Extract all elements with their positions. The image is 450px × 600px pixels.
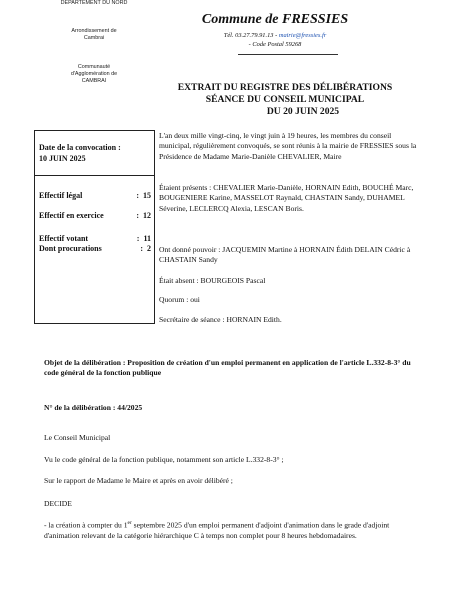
arrondissement-block [40, 28, 148, 42]
title-line: SÉANCE DU CONSEIL MUNICIPAL [205, 94, 365, 105]
conseil-heading: Le Conseil Municipal [44, 433, 111, 442]
communaute-line: d'Agglomération de [70, 71, 118, 77]
header-divider [238, 54, 338, 55]
decision-superscript: er [127, 520, 132, 526]
decision-text-start: - la création à compter du 1 [44, 520, 128, 530]
objet-deliberation: Objet de la délibération : Proposition de création d'un emploi permanent en application de l'article L.332-8-3° du code général de la fonction publique [44, 358, 411, 378]
separator: - [275, 32, 279, 39]
effectif-value: : 2 [140, 244, 151, 253]
contact-block [190, 31, 360, 49]
arrondissement-line: Cambrai [83, 35, 105, 41]
separator: - [248, 41, 253, 48]
effectif-label: Effectif en exercice [39, 211, 104, 220]
effectif-value: : 12 [136, 211, 151, 220]
effectif-value: : 15 [136, 191, 151, 200]
secretaire-line: Secrétaire de séance : HORNAIN Edith. [159, 315, 282, 324]
communaute-line: CAMBRAI [81, 78, 107, 84]
effectif-row [39, 234, 151, 245]
postal-code: Code Postal 59268 [252, 41, 302, 48]
decision-text [44, 518, 426, 541]
effectif-value: : 11 [136, 234, 151, 243]
decide-heading: DECIDE [44, 499, 72, 508]
title-line: EXTRAIT DU REGISTRE DES DÉLIBÉRATIONS [177, 82, 393, 93]
rapport-line: Sur le rapport de Madame le Maire et après en avoir délibéré ; [44, 476, 233, 485]
box-divider [35, 175, 154, 176]
convocation-date: 10 JUIN 2025 [39, 154, 86, 163]
vu-line: Vu le code général de la fonction publique, notamment son article L.332-8-3° ; [44, 455, 284, 464]
session-intro: L'an deux mille vingt-cinq, le vingt juin à 19 heures, les membres du conseil municipal, régulièrement convoqués, se sont réunis à la mairie de FRESSIES sous la Présidence de Madame Marie-Danièle CHEVALIER, Maire [159, 131, 417, 161]
telephone: Tél. 03.27.79.91.13 [223, 32, 274, 39]
absent-line: Était absent : BOURGEOIS Pascal [159, 276, 266, 285]
convocation-box [34, 130, 155, 324]
email-link[interactable]: mairie@fressies.fr [278, 32, 327, 39]
communaute-line: Communauté [77, 64, 111, 70]
numero-deliberation: N° de la délibération : 44/2025 [44, 403, 143, 412]
effectif-label: Dont procurations [39, 244, 102, 253]
arrondissement-line: Arrondissement de [71, 28, 117, 34]
departement-block [40, 0, 148, 7]
communaute-block [40, 64, 148, 85]
effectif-label: Effectif légal [39, 191, 83, 200]
contact-tel-line [190, 31, 360, 40]
title-line: DU 20 JUIN 2025 [266, 106, 340, 117]
effectif-row [39, 244, 151, 255]
presents-list: Étaient présents : CHEVALIER Marie-Danièle, HORNAIN Edith, BOUCHÉ Marc, BOUGENIERE Karine, MASSELOT Raynald, CHASTAIN Sandy, DUHAMEL Séverine, LECLERCQ Alexia, LESCAN Boris. [159, 183, 414, 213]
decision-text-end: septembre 2025 d'un emploi permanent d'adjoint d'animation dans le grade d'adjoint d'animation relevant de la catégorie hiérarchique C à temps non complet pour 8 heures hebdomadaires. [44, 520, 390, 540]
pouvoirs-list: Ont donné pouvoir : JACQUEMIN Martine à HORNAIN Édith DELAIN Cédric à CHASTAIN Sandy [159, 245, 411, 265]
effectif-row [39, 191, 151, 202]
contact-postal-line [190, 40, 360, 49]
departement-line: DÉPARTEMENT DU NORD [60, 0, 128, 6]
quorum-line: Quorum : oui [159, 295, 200, 304]
effectif-row [39, 211, 151, 222]
effectif-label: Effectif votant [39, 234, 89, 243]
convocation-label: Date de la convocation : [39, 143, 121, 152]
commune-title: Commune de FRESSIES [201, 12, 349, 27]
